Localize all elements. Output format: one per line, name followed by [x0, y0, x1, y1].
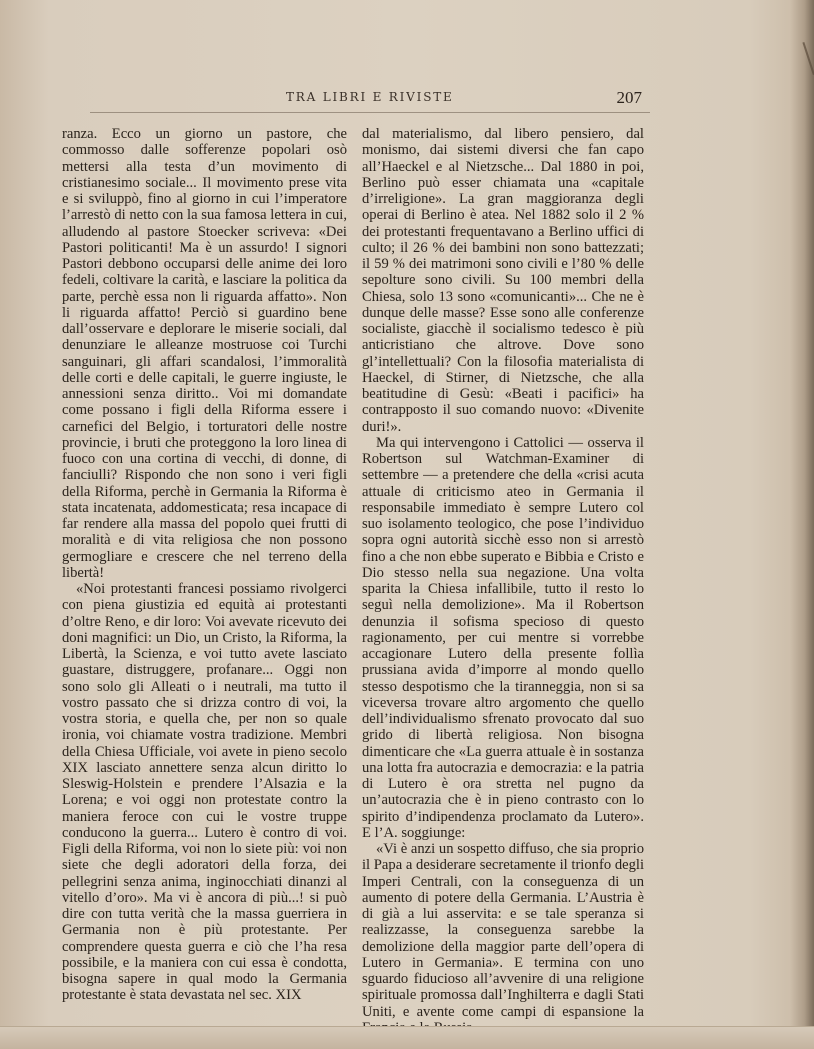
page-edge-shadow: [790, 0, 814, 1049]
left-paragraph-1: ranza. Ecco un giorno un pastore, che commosso dalle sofferenze popolari osò mettersi alla testa d’un movimento di cristianesimo sociale... Il movimento prese vita e si sviluppò, fino al giorno in cui l’imperatore l’arrestò di netto con la sua famosa lettera in cui, alludendo al pastore Stoecker scriveva: «Dei Pastori politicanti! Ma è un assurdo! I signori Pastori debbono occuparsi delle anime dei loro fedeli, coltivare la carità, e lasciare la politica da parte, perchè essa non li riguarda affatto». Non li riguarda affatto! Perciò si guardino bene dall’osservare e deplorare le miserie sociali, dal denunziare le alleanze mostruose coi Turchi sanguinari, gli affari scandalosi, l’immoralità delle corti e delle capitali, le guerre ingiuste, le annessioni senza diritto.. Voi mi domandate come possano i figli della Riforma essere i carnefici del Belgio, i torturatori delle nostre provincie, i bruti che proteggono la loro linea di fuoco con una cortina di vecchi, di donne, di fanciulli? Rispondo che non sono i veri figli della Riforma, perchè in Germania la Riforma è stata incatenata, addomesticata; resa incapace di far rendere alla massa del popolo quei frutti di moralità e di vita religiosa che non possono germogliare e crescere che nel terreno della libertà!: [62, 126, 347, 581]
left-paragraph-2: «Noi protestanti francesi possiamo rivolgerci con piena giustizia ed equità ai protestanti d’oltre Reno, e dir loro: Voi avevate ricevuto dei doni magnifici: un Dio, un Cristo, la Riforma, la Libertà, la Scienza, e voi tutto avete lasciato guastare, distruggere, profanare... Oggi non sono solo gli Alleati o i neutrali, ma tutto il vostro passato che si drizza contro di voi, la vostra storia, e quella che, per non so quale ironia, voi chiamate vostra tradizione. Membri della Chiesa Ufficiale, voi avete in pieno secolo XIX lasciato annettere senza alcun diritto lo Sleswig-Holstein e prendere l’Alsazia e la Lorena; e voi oggi non protestate contro la maniera feroce con cui le vostre truppe conducono la guerra... Lutero è contro di voi. Figli della Riforma, voi non lo siete più: voi non siete che degli adoratori della forza, dei pellegrini senza anima, inginocchiati dinanzi al vitello d’oro». Ma vi è ancora di più...! si può dire con tutta verità che la massa guerriera in Germania non è più protestante. Per comprendere questa guerra e ciò che l’ha resa possibile, e la maniera con cui essa è condotta, bisogna sapere in qual modo la Germania protestante è stata devastata nel sec. XIX: [62, 581, 347, 1004]
page-number: 207: [616, 88, 642, 107]
right-paragraph-3: «Vi è anzi un sospetto diffuso, che sia proprio il Papa a desiderare secretamente il trionfo degli Imperi Centrali, con la conseguenza di un aumento di potere della Germania. L’Austria è di già a lui asservita: e se tale speranza si realizzasse, la conseguenza sarebbe la demolizione della maggior parte dell’opera di Lutero in Germania». E termina con uno sguardo fiducioso all’avvenire di una religione spirituale promossa dall’Inghilterra e dagli Stati Uniti, e avente come campi di espansione la: [362, 841, 644, 1020]
right-column: [362, 126, 644, 1036]
header-rule: [90, 112, 650, 113]
bottom-page-edge: [0, 1026, 814, 1049]
running-head: TRA LIBRI E RIVISTE: [286, 90, 454, 104]
right-paragraph-2: Ma qui intervengono i Cattolici — osserva il Robertson sul Watchman-Examiner di settembre — a pretendere che della «crisi acuta attuale di criticismo ateo in Germania il responsabile immediato è sempre Lutero col suo isolamento teologico, che pose l’individuo sopra ogni autorità sicchè esso non si arrestò fino a che non ebbe superato e Bibbia e Cristo e Dio stesso nella sua negazione. Una volta sparita la Chiesa infallibile, tutto il resto lo seguì nella demolizione». Ma il Robertson denunzia il sofisma specioso di questo ragionamento, per cui mentre si vorrebbe accagionare Lutero della presente follìa prussiana avida d’imporre al mondo quello stesso despotismo che la tiranneggia, non si sa viceversa trovare altro argomento che quello dell’individualismo sfrenato provocato dal suo grido di libertà religiosa. Non bisogna dimenticare che «La guerra attuale è in sostanza una lotta fra autocrazia e democrazia: e la patria di Lutero è ora stretta nel pugno da un’autocrazia che è in pieno contrasto con lo spirito d’indipendenza proclamato da Lutero». E l’A. soggiunge:: [362, 434, 644, 841]
right-paragraph-1: dal materialismo, dal libero pensiero, dal monismo, dai sistemi diversi che fan capo all’Haeckel e al Nietzsche... Dal 1880 in poi, Berlino può esser chiamata una «capitale d’irreligione». La gran maggioranza degli operai di Berlino è atea. Nel 1882 solo il 2 % dei protestanti frequentavano a Berlino uffici di culto; il 26 % dei bambini non sono battezzati; il 59 % dei matrimoni sono civili e l’80 % delle sepolture sono civili. Su 100 membri della Chiesa, solo 13 sono «comunicanti»... Che ne è dunque delle masse? Esse sono alle conferenze socialiste, giacchè il socialismo tedesco è più anticristiano che altrove. Dove sono gl’intellettuali? Con la filosofia materialista di Haeckel, di Stirner, di Nietzsche, che alla beatitudine di Gesù: «Beati i pacifici» ha contrapposto il suo comando nuovo: «Divenite duri!».: [362, 126, 644, 435]
page-header: [90, 90, 650, 112]
left-column: [62, 126, 347, 1004]
